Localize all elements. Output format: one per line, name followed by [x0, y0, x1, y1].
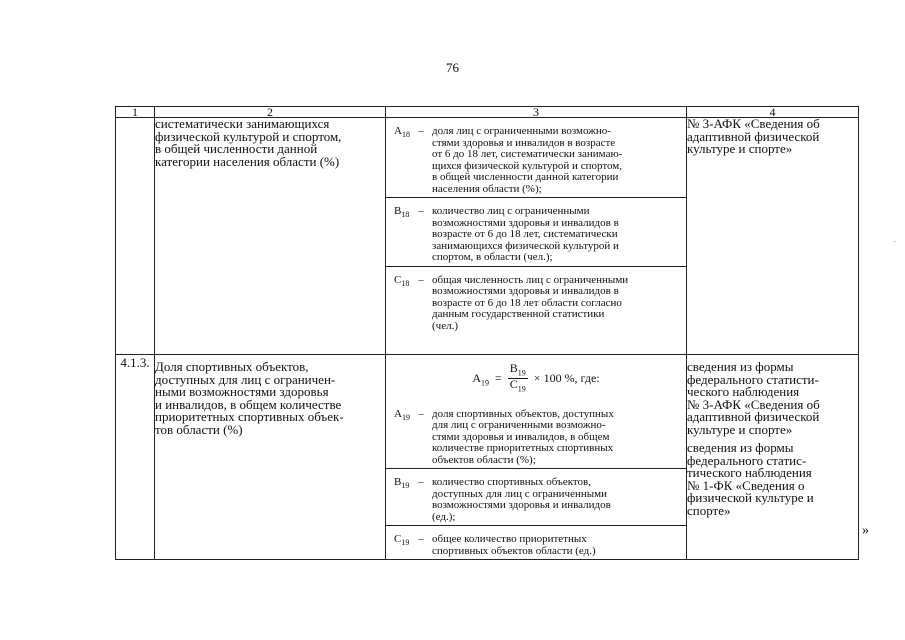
source-block: № 3-АФК «Сведения об адаптивной физической культуре и спорте»	[687, 116, 820, 156]
variable-name: $B_{18}$	[394, 205, 410, 220]
page-number: 76	[446, 60, 459, 75]
formula-fraction	[508, 363, 528, 395]
variable-dash: –	[418, 407, 424, 420]
variable-description: количество лиц с ограниченными возможностями здоровья и инвалидов в возрасте от 6 до 18 лет, систематически занимающихся физической культурой и спортом, в области (чел.);	[432, 205, 619, 263]
variable-row	[386, 197, 686, 266]
header-cell-3: 3	[386, 107, 687, 118]
source-cell	[687, 118, 859, 355]
variable-row	[386, 118, 686, 197]
calculation-cell	[386, 118, 687, 355]
variable-description: доля лиц с ограниченными возможно- стями здоровья и инвалидов в возрасте от 6 до 18 лет, систематически занимаю- щихся физической культурой и спортом, в общей численности данной категории населения области (%);	[432, 125, 623, 195]
indicator-line: категории населения области (%)	[155, 153, 340, 169]
closing-quote-mark: »	[862, 523, 869, 538]
source-block: сведения из формы федерального статисти- ческого наблюдения № 3-АФК «Сведения об адаптивной физической культуре и спорте»	[687, 359, 820, 437]
variable-dash: –	[418, 125, 424, 137]
indicator-line: ными возможностями здоровья	[155, 384, 329, 399]
variable-dash: –	[418, 205, 424, 217]
variable-name: $A_{18}$	[394, 125, 410, 140]
indicator-line: тов области (%)	[155, 421, 243, 437]
variable-description: общая численность лиц с ограниченными возможностями здоровья и инвалидов в возрасте от 6 до 18 лет области согласно данным государственной статистики (чел.)	[432, 273, 629, 332]
source-cell	[687, 355, 859, 560]
variable-row	[386, 266, 686, 335]
variable-row	[386, 525, 686, 559]
variable-dash: –	[418, 476, 424, 489]
variable-name: $B_{19}$	[394, 476, 410, 491]
header-cell-1: 1	[116, 107, 155, 118]
indicator-line: приоритетных спортивных объек-	[155, 409, 344, 424]
indicator-line: систематически занимающихся	[155, 116, 330, 131]
formula-denominator: $C_{19}$	[509, 377, 526, 394]
formula-lhs: $A_{19}$	[472, 370, 489, 388]
indicator-table	[115, 106, 859, 560]
indicator-line: в общей численности данной	[155, 141, 318, 156]
variable-dash: –	[418, 533, 424, 546]
calculation-cell	[386, 355, 687, 560]
variable-name: $A_{19}$	[394, 407, 410, 422]
table-row	[116, 118, 859, 355]
margin-dot: .	[894, 235, 896, 244]
table-row	[116, 355, 859, 560]
variable-description: доля спортивных объектов, доступных для лиц с ограниченными возможно- стями здоровья и инвалидов, в общем количестве приоритетных спортивных объектов области (%);	[432, 407, 614, 466]
indicator-line: доступных для лиц с ограничен-	[155, 371, 336, 387]
variable-description: количество спортивных объектов, доступных для лиц с ограниченными возможностями здоровья и инвалидов (ед.);	[432, 476, 611, 523]
formula-equals: =	[495, 371, 502, 386]
variable-dash: –	[418, 273, 424, 286]
source-block: сведения из формы федерального статис- тического наблюдения № 1-ФК «Сведения о физической культуре и спорте»	[687, 440, 814, 518]
formula-numerator: $B_{19}$	[509, 361, 526, 378]
formula-tail: × 100 %, где:	[533, 371, 600, 386]
indicator-cell	[155, 355, 386, 560]
variable-row	[386, 401, 686, 469]
row-code: 4.1.3.	[116, 355, 155, 560]
row-code	[116, 118, 155, 355]
indicator-cell	[155, 118, 386, 355]
indicator-line: и инвалидов, в общем количестве	[155, 396, 342, 412]
variable-name: $C_{19}$	[394, 533, 410, 548]
indicator-line: Доля спортивных объектов,	[155, 359, 309, 374]
indicator-line: физической культурой и спортом,	[155, 128, 342, 144]
header-cell-2: 2	[155, 107, 386, 118]
variable-description: общее количество приоритетных спортивных объектов области (ед.)	[432, 533, 596, 557]
header-cell-4: 4	[687, 107, 859, 118]
variable-name: $C_{18}$	[394, 273, 410, 288]
formula	[386, 355, 686, 401]
variable-row	[386, 468, 686, 525]
